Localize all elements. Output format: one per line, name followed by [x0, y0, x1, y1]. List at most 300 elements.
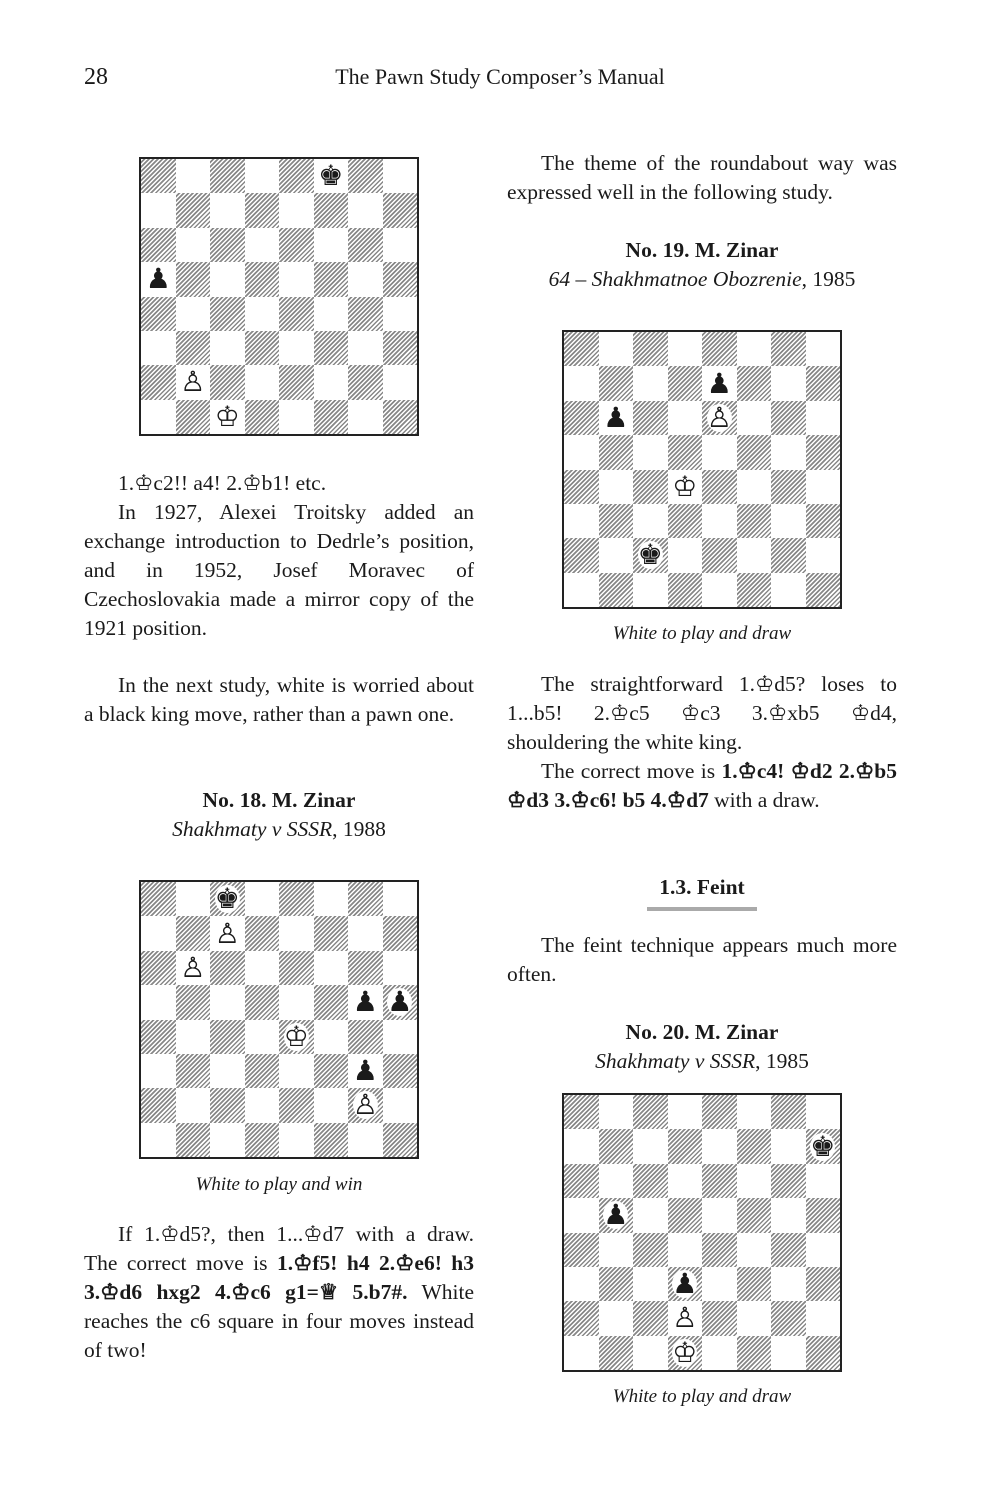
- square-a6: [141, 228, 176, 262]
- square-b2: [599, 1301, 634, 1335]
- square-c6: [633, 401, 668, 435]
- square-f2: [314, 1088, 349, 1122]
- square-g8: [771, 332, 806, 366]
- square-g2: [771, 538, 806, 572]
- square-f7: [314, 193, 349, 227]
- section-title: 1.3. Feint: [659, 875, 745, 899]
- square-c5: [210, 262, 245, 296]
- square-b1: [176, 1123, 211, 1157]
- square-e7: [279, 916, 314, 950]
- square-c2: [633, 538, 668, 572]
- square-a4: [564, 470, 599, 504]
- square-h2: [806, 538, 841, 572]
- square-g5: [348, 262, 383, 296]
- square-c1: [633, 573, 668, 607]
- square-d6: [668, 401, 703, 435]
- square-c5: [210, 985, 245, 1019]
- square-h3: [383, 331, 418, 365]
- chess-piece-e7: ♟: [706, 366, 732, 400]
- square-f4: [314, 1020, 349, 1054]
- square-e5: [279, 262, 314, 296]
- square-f1: [314, 1123, 349, 1157]
- square-h1: [383, 1123, 418, 1157]
- chess-piece-d1: ♔: [672, 1335, 698, 1369]
- square-b8: [176, 159, 211, 193]
- square-g7: [348, 193, 383, 227]
- study-18-title: No. 18. M. Zinar: [202, 788, 356, 812]
- square-b3: [599, 1267, 634, 1301]
- square-g4: [348, 297, 383, 331]
- square-b2: [599, 538, 634, 572]
- square-d8: [668, 332, 703, 366]
- square-h6: [383, 951, 418, 985]
- square-h2: [806, 1301, 841, 1335]
- paragraph-study-18-solution: If 1.♔d5?, then 1...♔d7 with a draw. The correct move is 1.♔f5! h4 2.♔e6! h3 3.♔d6 hxg2 4.♔c6 g1=♕ 5.b7#. White reaches the c6 square in four moves instead of two!: [84, 1222, 474, 1362]
- square-d4: [668, 1233, 703, 1267]
- square-h5: [806, 435, 841, 469]
- study-19-title: No. 19. M. Zinar: [625, 238, 779, 262]
- square-f1: [737, 1336, 772, 1370]
- study-20-source: Shakhmaty v SSSR, 1985: [595, 1049, 809, 1073]
- square-c5: [633, 435, 668, 469]
- square-g4: [771, 1233, 806, 1267]
- chess-piece-h7: ♚: [810, 1129, 836, 1163]
- square-a8: [564, 332, 599, 366]
- square-a4: [564, 1233, 599, 1267]
- square-c3: [633, 1267, 668, 1301]
- square-c4: [633, 1233, 668, 1267]
- square-h5: [806, 1198, 841, 1232]
- square-c1: [633, 1336, 668, 1370]
- square-h5: [383, 985, 418, 1019]
- square-e6: [702, 401, 737, 435]
- square-d1: [245, 1123, 280, 1157]
- square-a7: [564, 366, 599, 400]
- study-20-caption: White to play and draw: [612, 1386, 792, 1407]
- square-b4: [176, 1020, 211, 1054]
- square-c8: [210, 159, 245, 193]
- square-c2: [633, 1301, 668, 1335]
- square-f5: [314, 262, 349, 296]
- square-b6: [176, 951, 211, 985]
- square-b7: [599, 366, 634, 400]
- chess-piece-c2: ♚: [637, 538, 663, 572]
- square-d7: [245, 193, 280, 227]
- chess-diagram-20: [562, 1093, 842, 1372]
- square-g6: [771, 401, 806, 435]
- square-c8: [633, 332, 668, 366]
- square-h4: [383, 1020, 418, 1054]
- square-a6: [564, 1164, 599, 1198]
- square-b5: [176, 262, 211, 296]
- square-a5: [564, 1198, 599, 1232]
- square-e8: [702, 1095, 737, 1129]
- chess-piece-b5: ♟: [603, 1198, 629, 1232]
- square-f8: [737, 332, 772, 366]
- square-g7: [771, 366, 806, 400]
- chess-piece-a5: ♟: [145, 262, 171, 296]
- square-d4: [245, 1020, 280, 1054]
- square-c7: [210, 916, 245, 950]
- square-a1: [564, 573, 599, 607]
- square-c1: [210, 1123, 245, 1157]
- square-e4: [702, 470, 737, 504]
- square-e8: [702, 332, 737, 366]
- square-c7: [633, 366, 668, 400]
- square-e4: [279, 297, 314, 331]
- square-h7: [383, 193, 418, 227]
- square-f8: [314, 159, 349, 193]
- square-f8: [314, 882, 349, 916]
- square-e5: [279, 985, 314, 1019]
- square-g3: [348, 331, 383, 365]
- square-d3: [668, 504, 703, 538]
- square-g2: [348, 1088, 383, 1122]
- square-b1: [176, 400, 211, 434]
- square-h4: [806, 470, 841, 504]
- square-a7: [141, 193, 176, 227]
- square-d8: [245, 882, 280, 916]
- square-d5: [245, 985, 280, 1019]
- square-e3: [279, 331, 314, 365]
- square-e2: [702, 538, 737, 572]
- square-b8: [599, 1095, 634, 1129]
- square-b3: [176, 331, 211, 365]
- square-b5: [599, 435, 634, 469]
- square-b6: [599, 401, 634, 435]
- study-18-source: Shakhmaty v SSSR, 1988: [172, 817, 386, 841]
- square-b2: [176, 1088, 211, 1122]
- square-g5: [771, 1198, 806, 1232]
- square-c6: [210, 228, 245, 262]
- square-g1: [348, 400, 383, 434]
- square-f6: [737, 401, 772, 435]
- square-g8: [348, 882, 383, 916]
- square-d1: [668, 573, 703, 607]
- square-g7: [348, 916, 383, 950]
- square-a6: [564, 401, 599, 435]
- square-e4: [279, 1020, 314, 1054]
- square-c6: [210, 951, 245, 985]
- chess-piece-g3: ♟: [352, 1054, 378, 1088]
- square-c6: [633, 1164, 668, 1198]
- square-h2: [383, 365, 418, 399]
- square-h6: [806, 401, 841, 435]
- chess-piece-b6: ♟: [603, 400, 629, 434]
- square-e1: [702, 1336, 737, 1370]
- square-d2: [668, 1301, 703, 1335]
- square-f8: [737, 1095, 772, 1129]
- paragraph-straightforward: The straightforward 1.♔d5? loses to 1...b5! 2.♔c5 ♔c3 3.♔xb5 ♔d4, shouldering the white king.: [507, 672, 897, 754]
- square-c4: [210, 1020, 245, 1054]
- chess-piece-c1: ♔: [214, 399, 240, 433]
- chess-piece-h5: ♟: [387, 985, 413, 1019]
- square-g5: [348, 985, 383, 1019]
- square-e4: [702, 1233, 737, 1267]
- square-f7: [737, 366, 772, 400]
- square-f2: [737, 538, 772, 572]
- chess-piece-e6: ♙: [706, 400, 732, 434]
- square-h7: [806, 1129, 841, 1163]
- chess-diagram-1: [139, 157, 419, 436]
- square-h3: [383, 1054, 418, 1088]
- page-number: 28: [84, 64, 108, 90]
- square-h6: [806, 1164, 841, 1198]
- square-c2: [210, 1088, 245, 1122]
- square-d2: [245, 1088, 280, 1122]
- square-f4: [314, 297, 349, 331]
- square-c1: [210, 400, 245, 434]
- square-a3: [564, 504, 599, 538]
- square-b4: [599, 470, 634, 504]
- square-g2: [348, 365, 383, 399]
- square-b7: [599, 1129, 634, 1163]
- square-d5: [668, 1198, 703, 1232]
- square-c7: [633, 1129, 668, 1163]
- square-g8: [771, 1095, 806, 1129]
- square-h8: [383, 159, 418, 193]
- square-a4: [141, 297, 176, 331]
- study-18-caption: White to play and win: [195, 1174, 363, 1195]
- square-a7: [564, 1129, 599, 1163]
- square-b1: [599, 573, 634, 607]
- square-a8: [141, 882, 176, 916]
- study-19-caption: White to play and draw: [612, 623, 792, 644]
- square-f4: [737, 1233, 772, 1267]
- square-b4: [176, 297, 211, 331]
- square-a1: [141, 400, 176, 434]
- square-e3: [702, 504, 737, 538]
- chess-piece-d4: ♔: [672, 469, 698, 503]
- square-g1: [348, 1123, 383, 1157]
- square-d3: [245, 331, 280, 365]
- square-g5: [771, 435, 806, 469]
- paragraph-roundabout: The theme of the roundabout way was expressed well in the following study.: [507, 151, 897, 204]
- square-h1: [383, 400, 418, 434]
- square-d3: [245, 1054, 280, 1088]
- square-d3: [668, 1267, 703, 1301]
- square-h7: [806, 366, 841, 400]
- square-a2: [564, 1301, 599, 1335]
- square-a4: [141, 1020, 176, 1054]
- square-b7: [176, 916, 211, 950]
- square-h3: [806, 504, 841, 538]
- solution-line: 1.♔c2!! a4! 2.♔b1! etc.: [118, 471, 327, 495]
- square-f3: [737, 504, 772, 538]
- square-h8: [806, 1095, 841, 1129]
- square-g4: [771, 470, 806, 504]
- square-g6: [348, 951, 383, 985]
- square-e3: [279, 1054, 314, 1088]
- chess-piece-e4: ♔: [283, 1019, 309, 1053]
- square-b5: [176, 985, 211, 1019]
- square-f1: [737, 573, 772, 607]
- square-c4: [633, 470, 668, 504]
- square-e2: [279, 1088, 314, 1122]
- square-c2: [210, 365, 245, 399]
- square-e5: [702, 435, 737, 469]
- square-g3: [771, 1267, 806, 1301]
- square-a8: [141, 159, 176, 193]
- square-h8: [383, 882, 418, 916]
- square-f1: [314, 400, 349, 434]
- square-d7: [245, 916, 280, 950]
- square-a3: [141, 331, 176, 365]
- square-d4: [245, 297, 280, 331]
- square-e7: [279, 193, 314, 227]
- square-d7: [668, 366, 703, 400]
- square-c7: [210, 193, 245, 227]
- chess-piece-c8: ♚: [214, 882, 240, 916]
- square-b3: [176, 1054, 211, 1088]
- paragraph-feint: The feint technique appears much more often.: [507, 933, 897, 986]
- square-d8: [245, 159, 280, 193]
- square-b7: [176, 193, 211, 227]
- square-f7: [737, 1129, 772, 1163]
- square-a6: [141, 951, 176, 985]
- square-e2: [279, 365, 314, 399]
- square-f5: [314, 985, 349, 1019]
- square-e1: [279, 400, 314, 434]
- square-e7: [702, 366, 737, 400]
- square-d2: [668, 538, 703, 572]
- square-b6: [176, 228, 211, 262]
- square-c3: [210, 1054, 245, 1088]
- square-h1: [806, 573, 841, 607]
- square-f2: [314, 365, 349, 399]
- square-a2: [141, 1088, 176, 1122]
- square-d6: [245, 951, 280, 985]
- square-h5: [383, 262, 418, 296]
- chess-piece-b6: ♙: [180, 950, 206, 984]
- square-b2: [176, 365, 211, 399]
- square-b1: [599, 1336, 634, 1370]
- square-f3: [314, 331, 349, 365]
- square-d1: [245, 400, 280, 434]
- paragraph-next-study: In the next study, white is worried about a black king move, rather than a pawn one.: [84, 673, 474, 726]
- square-f5: [737, 1198, 772, 1232]
- square-f3: [737, 1267, 772, 1301]
- square-f2: [737, 1301, 772, 1335]
- square-e6: [279, 228, 314, 262]
- square-h8: [806, 332, 841, 366]
- square-a8: [564, 1095, 599, 1129]
- square-a5: [141, 262, 176, 296]
- square-g8: [348, 159, 383, 193]
- square-d5: [245, 262, 280, 296]
- square-e2: [702, 1301, 737, 1335]
- square-g3: [771, 504, 806, 538]
- square-d6: [668, 1164, 703, 1198]
- square-f7: [314, 916, 349, 950]
- square-b3: [599, 504, 634, 538]
- study-20-title: No. 20. M. Zinar: [625, 1020, 779, 1044]
- square-d4: [668, 470, 703, 504]
- square-d5: [668, 435, 703, 469]
- square-c5: [633, 1198, 668, 1232]
- square-e5: [702, 1198, 737, 1232]
- square-e8: [279, 159, 314, 193]
- square-e6: [279, 951, 314, 985]
- square-a1: [141, 1123, 176, 1157]
- chess-piece-g5: ♟: [352, 985, 378, 1019]
- square-g7: [771, 1129, 806, 1163]
- square-h3: [806, 1267, 841, 1301]
- square-h1: [806, 1336, 841, 1370]
- square-a7: [141, 916, 176, 950]
- square-d1: [668, 1336, 703, 1370]
- square-b4: [599, 1233, 634, 1267]
- chess-diagram-19: [562, 330, 842, 609]
- section-underline: [647, 907, 757, 911]
- square-d8: [668, 1095, 703, 1129]
- square-a3: [564, 1267, 599, 1301]
- square-c3: [633, 504, 668, 538]
- square-e1: [279, 1123, 314, 1157]
- square-e1: [702, 573, 737, 607]
- square-g2: [771, 1301, 806, 1335]
- square-e7: [702, 1129, 737, 1163]
- square-h7: [383, 916, 418, 950]
- square-d2: [245, 365, 280, 399]
- square-a5: [141, 985, 176, 1019]
- square-a2: [564, 538, 599, 572]
- square-b8: [599, 332, 634, 366]
- square-c8: [633, 1095, 668, 1129]
- square-b5: [599, 1198, 634, 1232]
- square-f6: [314, 951, 349, 985]
- square-c4: [210, 297, 245, 331]
- square-b8: [176, 882, 211, 916]
- square-e3: [702, 1267, 737, 1301]
- square-c8: [210, 882, 245, 916]
- square-h4: [806, 1233, 841, 1267]
- square-g6: [348, 228, 383, 262]
- square-h4: [383, 297, 418, 331]
- chess-piece-b2: ♙: [180, 365, 206, 399]
- square-a2: [141, 365, 176, 399]
- square-g3: [348, 1054, 383, 1088]
- square-a5: [564, 435, 599, 469]
- square-f5: [737, 435, 772, 469]
- square-e6: [702, 1164, 737, 1198]
- square-f6: [314, 228, 349, 262]
- square-g4: [348, 1020, 383, 1054]
- square-a1: [564, 1336, 599, 1370]
- chess-diagram-18: [139, 880, 419, 1159]
- square-c3: [210, 331, 245, 365]
- chess-piece-g2: ♙: [352, 1088, 378, 1122]
- square-e8: [279, 882, 314, 916]
- chess-piece-d2: ♙: [672, 1301, 698, 1335]
- square-d7: [668, 1129, 703, 1163]
- square-h2: [383, 1088, 418, 1122]
- square-f4: [737, 470, 772, 504]
- square-f6: [737, 1164, 772, 1198]
- square-g1: [771, 573, 806, 607]
- square-a3: [141, 1054, 176, 1088]
- chess-piece-f8: ♚: [318, 159, 344, 193]
- square-g6: [771, 1164, 806, 1198]
- square-h6: [383, 228, 418, 262]
- running-title: The Pawn Study Composer’s Manual: [335, 64, 665, 89]
- square-f3: [314, 1054, 349, 1088]
- paragraph-study-19-solution: The correct move is 1.♔c4! ♔d2 2.♔b5 ♔d3 3.♔c6! b5 4.♔d7 with a draw.: [507, 759, 897, 812]
- square-b6: [599, 1164, 634, 1198]
- paragraph-troitsky: In 1927, Alexei Troitsky added an exchange introduction to Dedrle’s position, and in 1952, Josef Moravec of Czechoslovakia made a mirror copy of the 1921 position.: [84, 500, 474, 640]
- chess-piece-c7: ♙: [214, 916, 240, 950]
- square-d6: [245, 228, 280, 262]
